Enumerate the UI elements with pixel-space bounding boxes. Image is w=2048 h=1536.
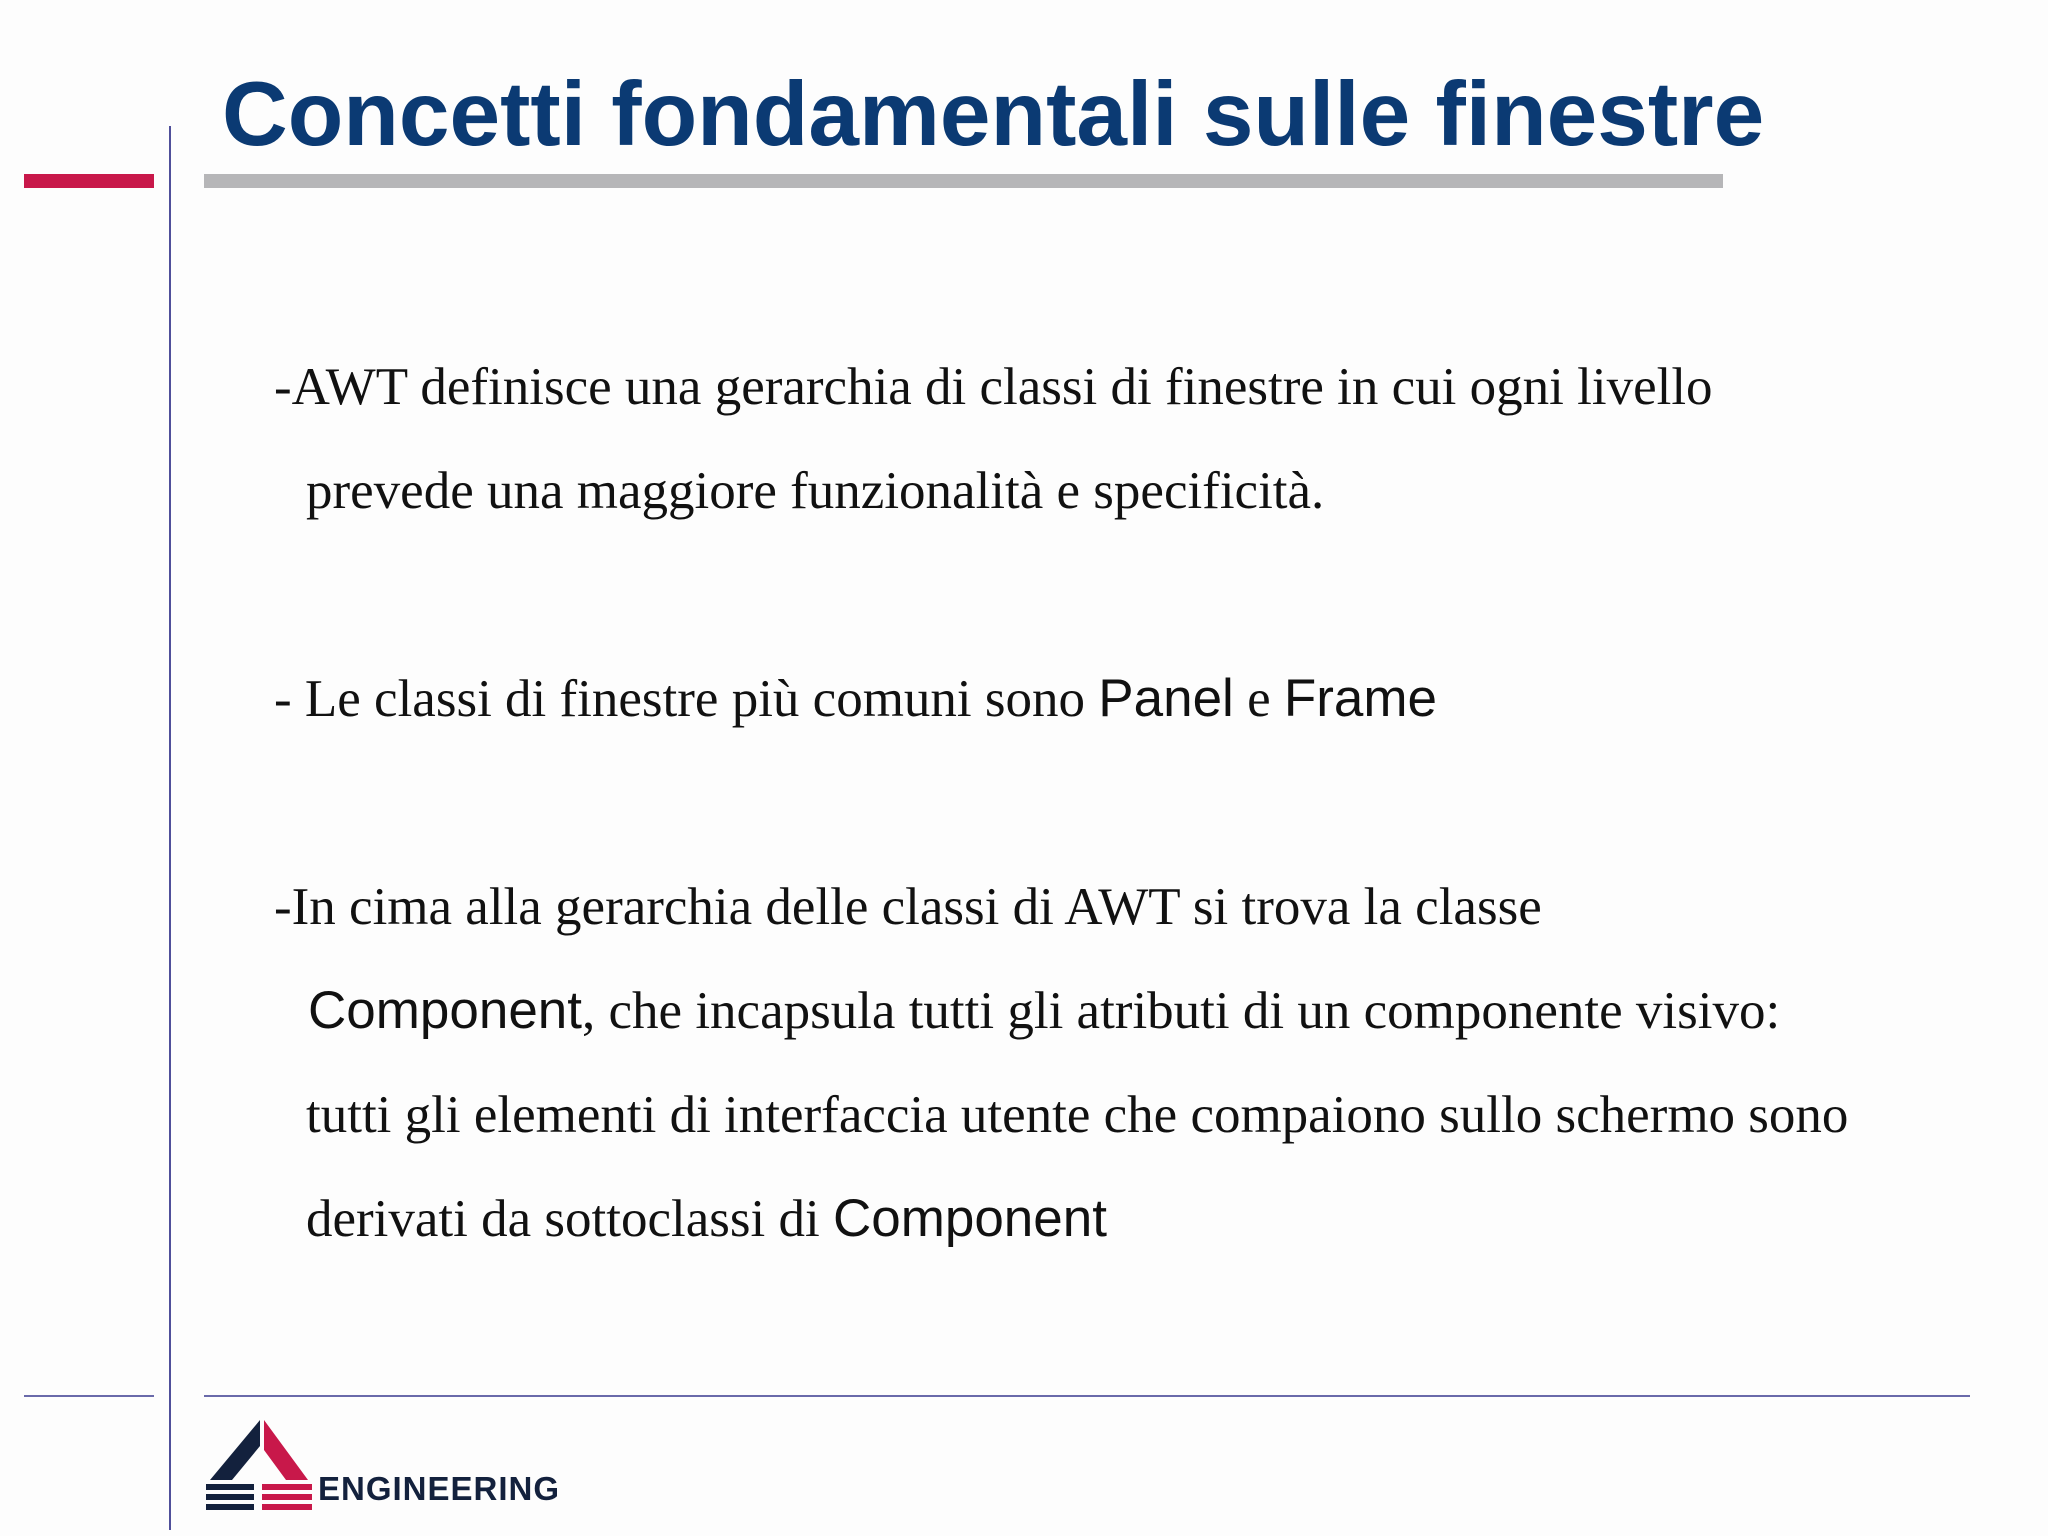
slide-title: Concetti fondamentali sulle finestre [222, 64, 1765, 165]
paragraph-2-middle: e [1233, 670, 1284, 728]
paragraph-1-line-2: prevede una maggiore funzionalità e specificità. [306, 462, 1325, 520]
engineering-logo-icon [204, 1418, 316, 1518]
engineering-logo [204, 1418, 584, 1518]
title-accent-bar [24, 174, 154, 188]
footer-rule-right [204, 1395, 1970, 1397]
engineering-logo-text: ENGINEERING [318, 1470, 561, 1507]
left-vertical-rule [169, 126, 171, 1530]
paragraph-3-line-4-term: Component [832, 1189, 1107, 1248]
paragraph-3-line-2-rest: , che incapsula tutti gli atributi di un componente visivo: [582, 982, 1781, 1040]
paragraph-3-line-2 [308, 976, 1780, 1046]
paragraph-2 [274, 664, 1437, 734]
paragraph-2-term-frame: Frame [1283, 669, 1438, 728]
paragraph-2-prefix: - Le classi di finestre più comuni sono [274, 670, 1099, 728]
paragraph-1-line-1: -AWT definisce una gerarchia di classi di finestre in cui ogni livello [274, 358, 1713, 416]
paragraph-2-term-panel: Panel [1098, 669, 1234, 728]
paragraph-3-line-3: tutti gli elementi di interfaccia utente che compaiono sullo schermo sono [306, 1086, 1849, 1144]
paragraph-3-line-4-prefix: derivati da sottoclassi di [306, 1190, 833, 1248]
paragraph-3-line-1: -In cima alla gerarchia delle classi di AWT si trova la classe [274, 878, 1542, 936]
paragraph-3-term-component: Component [308, 981, 583, 1040]
title-underline-rule [204, 174, 1723, 188]
footer-rule-left [24, 1395, 154, 1397]
paragraph-3-line-4 [306, 1184, 1107, 1254]
